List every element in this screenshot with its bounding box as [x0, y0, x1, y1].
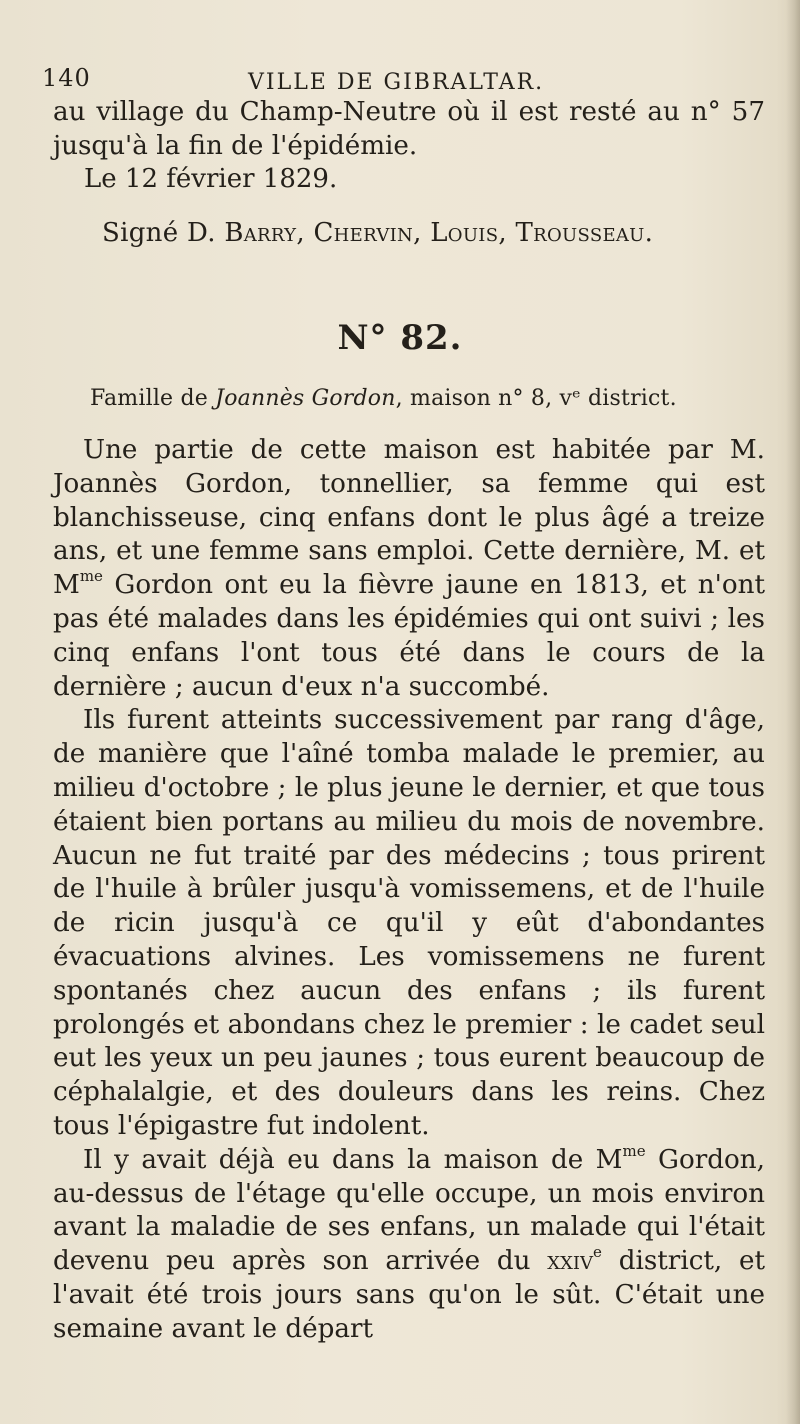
running-head: VILLE DE GIBRALTAR.: [248, 70, 545, 95]
paragraph-text: Il y avait déjà eu dans la maison de M: [83, 1144, 623, 1175]
signatories: D. Barry, Chervin, Louis, Trousseau.: [186, 218, 654, 248]
abbreviation-superscript: me: [79, 567, 103, 586]
paragraph-text: Gordon, au-dessus de l'étage qu'elle occupe, un mois environ avant la maladie de ses enfans, un malade qui l'était devenu peu après son arrivée du: [53, 1144, 765, 1277]
continuation-paragraph: au village du Champ-Neutre où il est resté au n° 57 jusqu'à la fin de l'épidémie.: [53, 97, 765, 161]
page-number: 140: [42, 64, 91, 92]
paragraph-household: [53, 434, 765, 704]
paragraph-text: Gordon ont eu la fièvre jaune en 1813, et n'ont pas été malades dans les épidémies qui ont suivi ; les cinq enfans l'ont tous été dans le cours de la dernière ; aucun d'eux n'a succombé.: [53, 570, 765, 702]
family-name: Joannès Gordon: [215, 386, 396, 411]
paragraph-prior-case: [53, 1141, 765, 1347]
abbreviation-superscript: me: [622, 1141, 646, 1160]
family-suffix: , maison n° 8, vᵉ district.: [395, 386, 677, 411]
entry-number-heading: N° 82.: [337, 318, 463, 358]
signed-prefix: Signé: [102, 218, 187, 248]
paragraph-illness-course: Ils furent atteints successivement par rang d'âge, de manière que l'aîné tomba malade le premier, au milieu d'octobre ; le plus jeune le dernier, et que tous étaient bien portans au milieu du mois de novembre. Aucun ne fut traité par des médecins ; tous prirent de l'huile à brûler jusqu'à vomissemens, et de l'huile de ricin jusqu'à ce qu'il y eût d'abondantes évacuations alvines. Les vomissemens ne furent spontanés chez aucun des enfans ; ils furent prolongés et abondans chez le premier : le cadet seul eut les yeux un peu jaunes ; tous eurent beaucoup de céphalalgie, et des douleurs dans les reins. Chez tous l'épigastre fut indolent.: [53, 705, 765, 1141]
paragraph-text: district, et l'avait été trois jours sans qu'on le sût. C'était une semaine avant le départ: [53, 1246, 765, 1344]
main-text: [53, 434, 765, 1347]
roman-numeral: xxiv: [547, 1246, 594, 1277]
page-edge-shadow: [786, 0, 800, 1424]
signature-line: [102, 218, 653, 248]
abbreviation-superscript: e: [593, 1243, 602, 1262]
paragraph-text: Une partie de cette maison est habitée par M. Joannès Gordon, tonnellier, sa femme qui est blanchisseuse, cinq enfans dont le plus âgé a treize ans, et une femme sans emploi. Cette dernière, M. et M: [53, 435, 765, 601]
date-line: Le 12 février 1829.: [84, 164, 338, 194]
family-prefix: Famille de: [90, 386, 216, 411]
family-subtitle: [90, 386, 677, 411]
